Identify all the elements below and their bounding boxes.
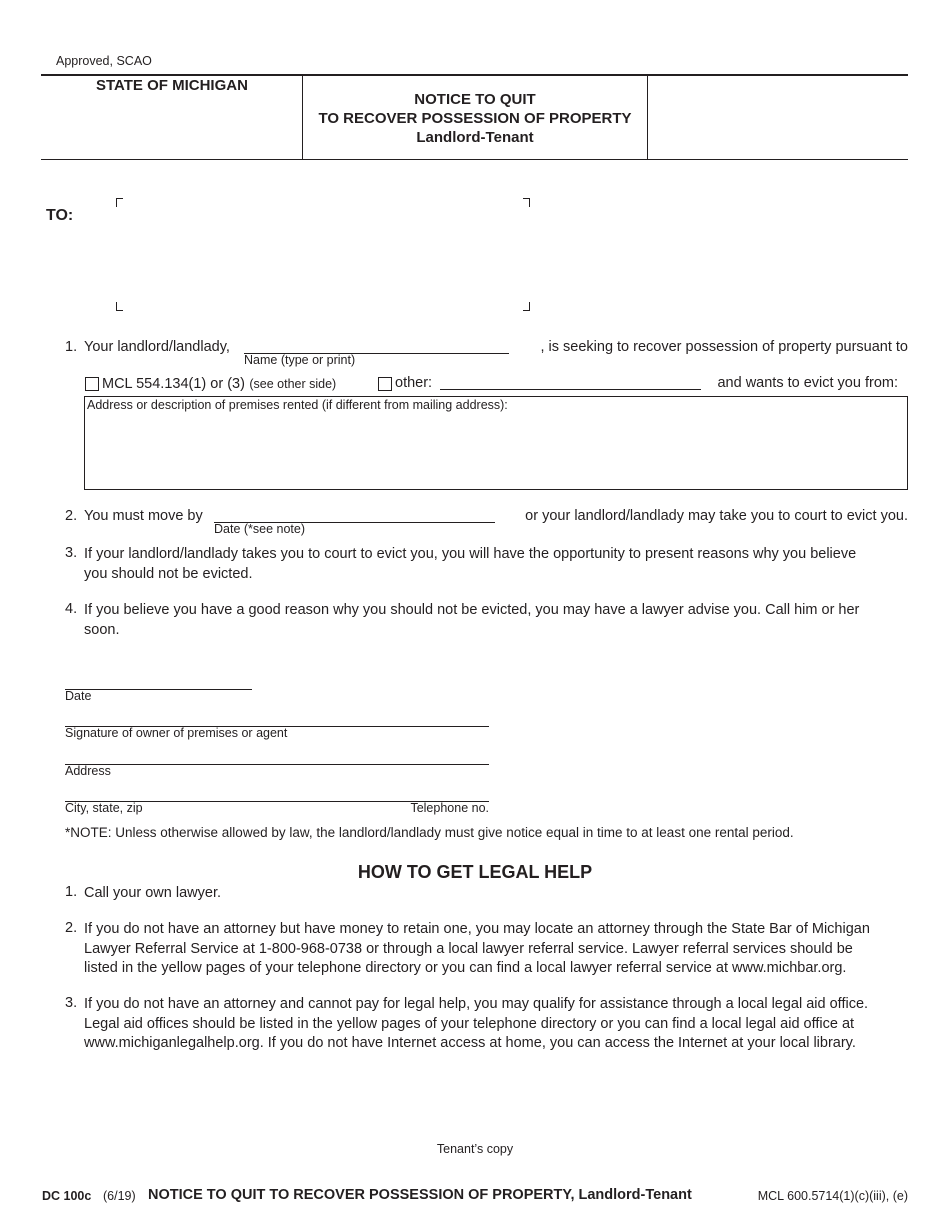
item-3-text <box>84 545 908 584</box>
case-number-box[interactable] <box>648 76 907 158</box>
landlord-name-field[interactable] <box>244 336 509 353</box>
legal-item-3-line-2: Legal aid offices should be listed in the yellow pages of your telephone directory or you can find a local legal aid office at <box>84 1015 855 1032</box>
item-3-number: 3. <box>65 545 78 561</box>
item-4-line-1: If you believe you have a good reason why you should not be evicted, you may have a lawyer advise you. Call him or her <box>84 602 860 618</box>
legal-item-1-text <box>84 884 221 904</box>
form-revision: (6/19) <box>103 1189 136 1203</box>
move-date-field[interactable] <box>214 505 495 522</box>
title-line-1: NOTICE TO QUIT <box>414 91 536 108</box>
signature-field[interactable] <box>65 707 489 726</box>
address-window-corner-tr <box>523 198 530 207</box>
item-4-line-2: soon. <box>84 621 120 638</box>
legal-item-2-line-1: If you do not have an attorney but have money to retain one, you may locate an attorney through the State Bar of Michigan <box>84 921 870 937</box>
other-checkbox[interactable] <box>378 377 392 391</box>
address-line <box>65 764 489 765</box>
item-4-number: 4. <box>65 601 78 617</box>
city-label: City, state, zip <box>65 801 143 815</box>
mcl-label: MCL 554.134(1) or (3) <box>102 376 245 392</box>
copy-label: Tenant’s copy <box>436 1142 514 1156</box>
state-label: STATE OF MICHIGAN <box>96 77 248 94</box>
signature-date-line <box>65 689 252 690</box>
legal-item-3-line-1: If you do not have an attorney and cannot pay for legal help, you may qualify for assistance through a local legal aid office. <box>84 996 869 1012</box>
signature-label: Signature of owner of premises or agent <box>65 726 288 740</box>
page-title <box>303 90 647 147</box>
other-field[interactable] <box>440 372 701 389</box>
header-bottom-rule <box>41 159 908 160</box>
evict-tail: and wants to evict you from: <box>717 375 898 391</box>
footer-statute: MCL 600.5714(1)(c)(iii), (e) <box>757 1189 908 1203</box>
signature-date-field[interactable] <box>65 670 252 689</box>
address-window-corner-tl <box>116 198 123 207</box>
item-1-number: 1. <box>65 339 78 355</box>
mcl-option <box>102 375 336 393</box>
legal-item-2-number: 2. <box>65 920 78 936</box>
telephone-field[interactable] <box>400 782 489 801</box>
item-3-line-2: you should not be evicted. <box>84 565 253 582</box>
legal-item-1-line-1: Call your own lawyer. <box>84 885 221 901</box>
legal-item-1-number: 1. <box>65 884 78 900</box>
legal-item-2-line-2: Lawyer Referral Service at 1-800-968-0738 or through a local lawyer referral service. Lawyer referral services should be <box>84 940 853 957</box>
premises-box[interactable] <box>84 396 908 490</box>
item-2-tail: or your landlord/landlady may take you to court to evict you. <box>525 508 908 524</box>
address-label: Address <box>65 764 111 778</box>
address-window-corner-br <box>523 302 530 311</box>
form-id: DC 100c <box>42 1189 92 1203</box>
move-date-caption: Date (*see note) <box>214 522 306 536</box>
item-4-text <box>84 601 908 640</box>
title-line-2: TO RECOVER POSSESSION OF PROPERTY <box>318 110 632 127</box>
legal-item-3-text <box>84 995 908 1054</box>
legal-item-2-text <box>84 920 908 979</box>
mcl-checkbox[interactable] <box>85 377 99 391</box>
legal-item-3-line-3: www.michiganlegalhelp.org. If you do not have Internet access at home, you can access the Internet at your local library. <box>84 1035 856 1051</box>
signature-date-label: Date <box>65 689 92 703</box>
premises-caption: Address or description of premises rented (if different from mailing address): <box>87 398 508 412</box>
mcl-note: (see other side) <box>249 377 337 391</box>
other-label: other: <box>395 375 433 391</box>
item-2-lead: You must move by <box>84 508 203 524</box>
telephone-label: Telephone no. <box>410 801 489 815</box>
approved-label: Approved, SCAO <box>56 54 152 68</box>
legal-item-3-number: 3. <box>65 995 78 1011</box>
address-window-corner-bl <box>116 302 123 311</box>
notice-note: *NOTE: Unless otherwise allowed by law, the landlord/landlady must give notice equal in time to at least one rental period. <box>65 825 794 840</box>
item-2-number: 2. <box>65 508 78 524</box>
footer-title: NOTICE TO QUIT TO RECOVER POSSESSION OF PROPERTY, Landlord-Tenant <box>148 1187 692 1203</box>
item-1-tail: , is seeking to recover possession of property pursuant to <box>540 339 908 355</box>
title-line-3: Landlord-Tenant <box>416 129 534 146</box>
item-3-line-1: If your landlord/landlady takes you to court to evict you, you will have the opportunity to present reasons why you believe <box>84 546 857 562</box>
city-field[interactable] <box>65 782 395 801</box>
item-1-lead: Your landlord/landlady, <box>84 339 230 355</box>
landlord-name-caption: Name (type or print) <box>244 353 356 367</box>
address-field[interactable] <box>65 745 489 764</box>
legal-help-heading: HOW TO GET LEGAL HELP <box>357 862 593 882</box>
to-label: TO: <box>46 207 74 224</box>
legal-item-2-line-3: listed in the yellow pages of your telephone directory or you can find a local lawyer referral service at www.michbar.org. <box>84 960 847 976</box>
other-line <box>440 389 701 390</box>
tenant-address-field[interactable] <box>124 206 522 300</box>
